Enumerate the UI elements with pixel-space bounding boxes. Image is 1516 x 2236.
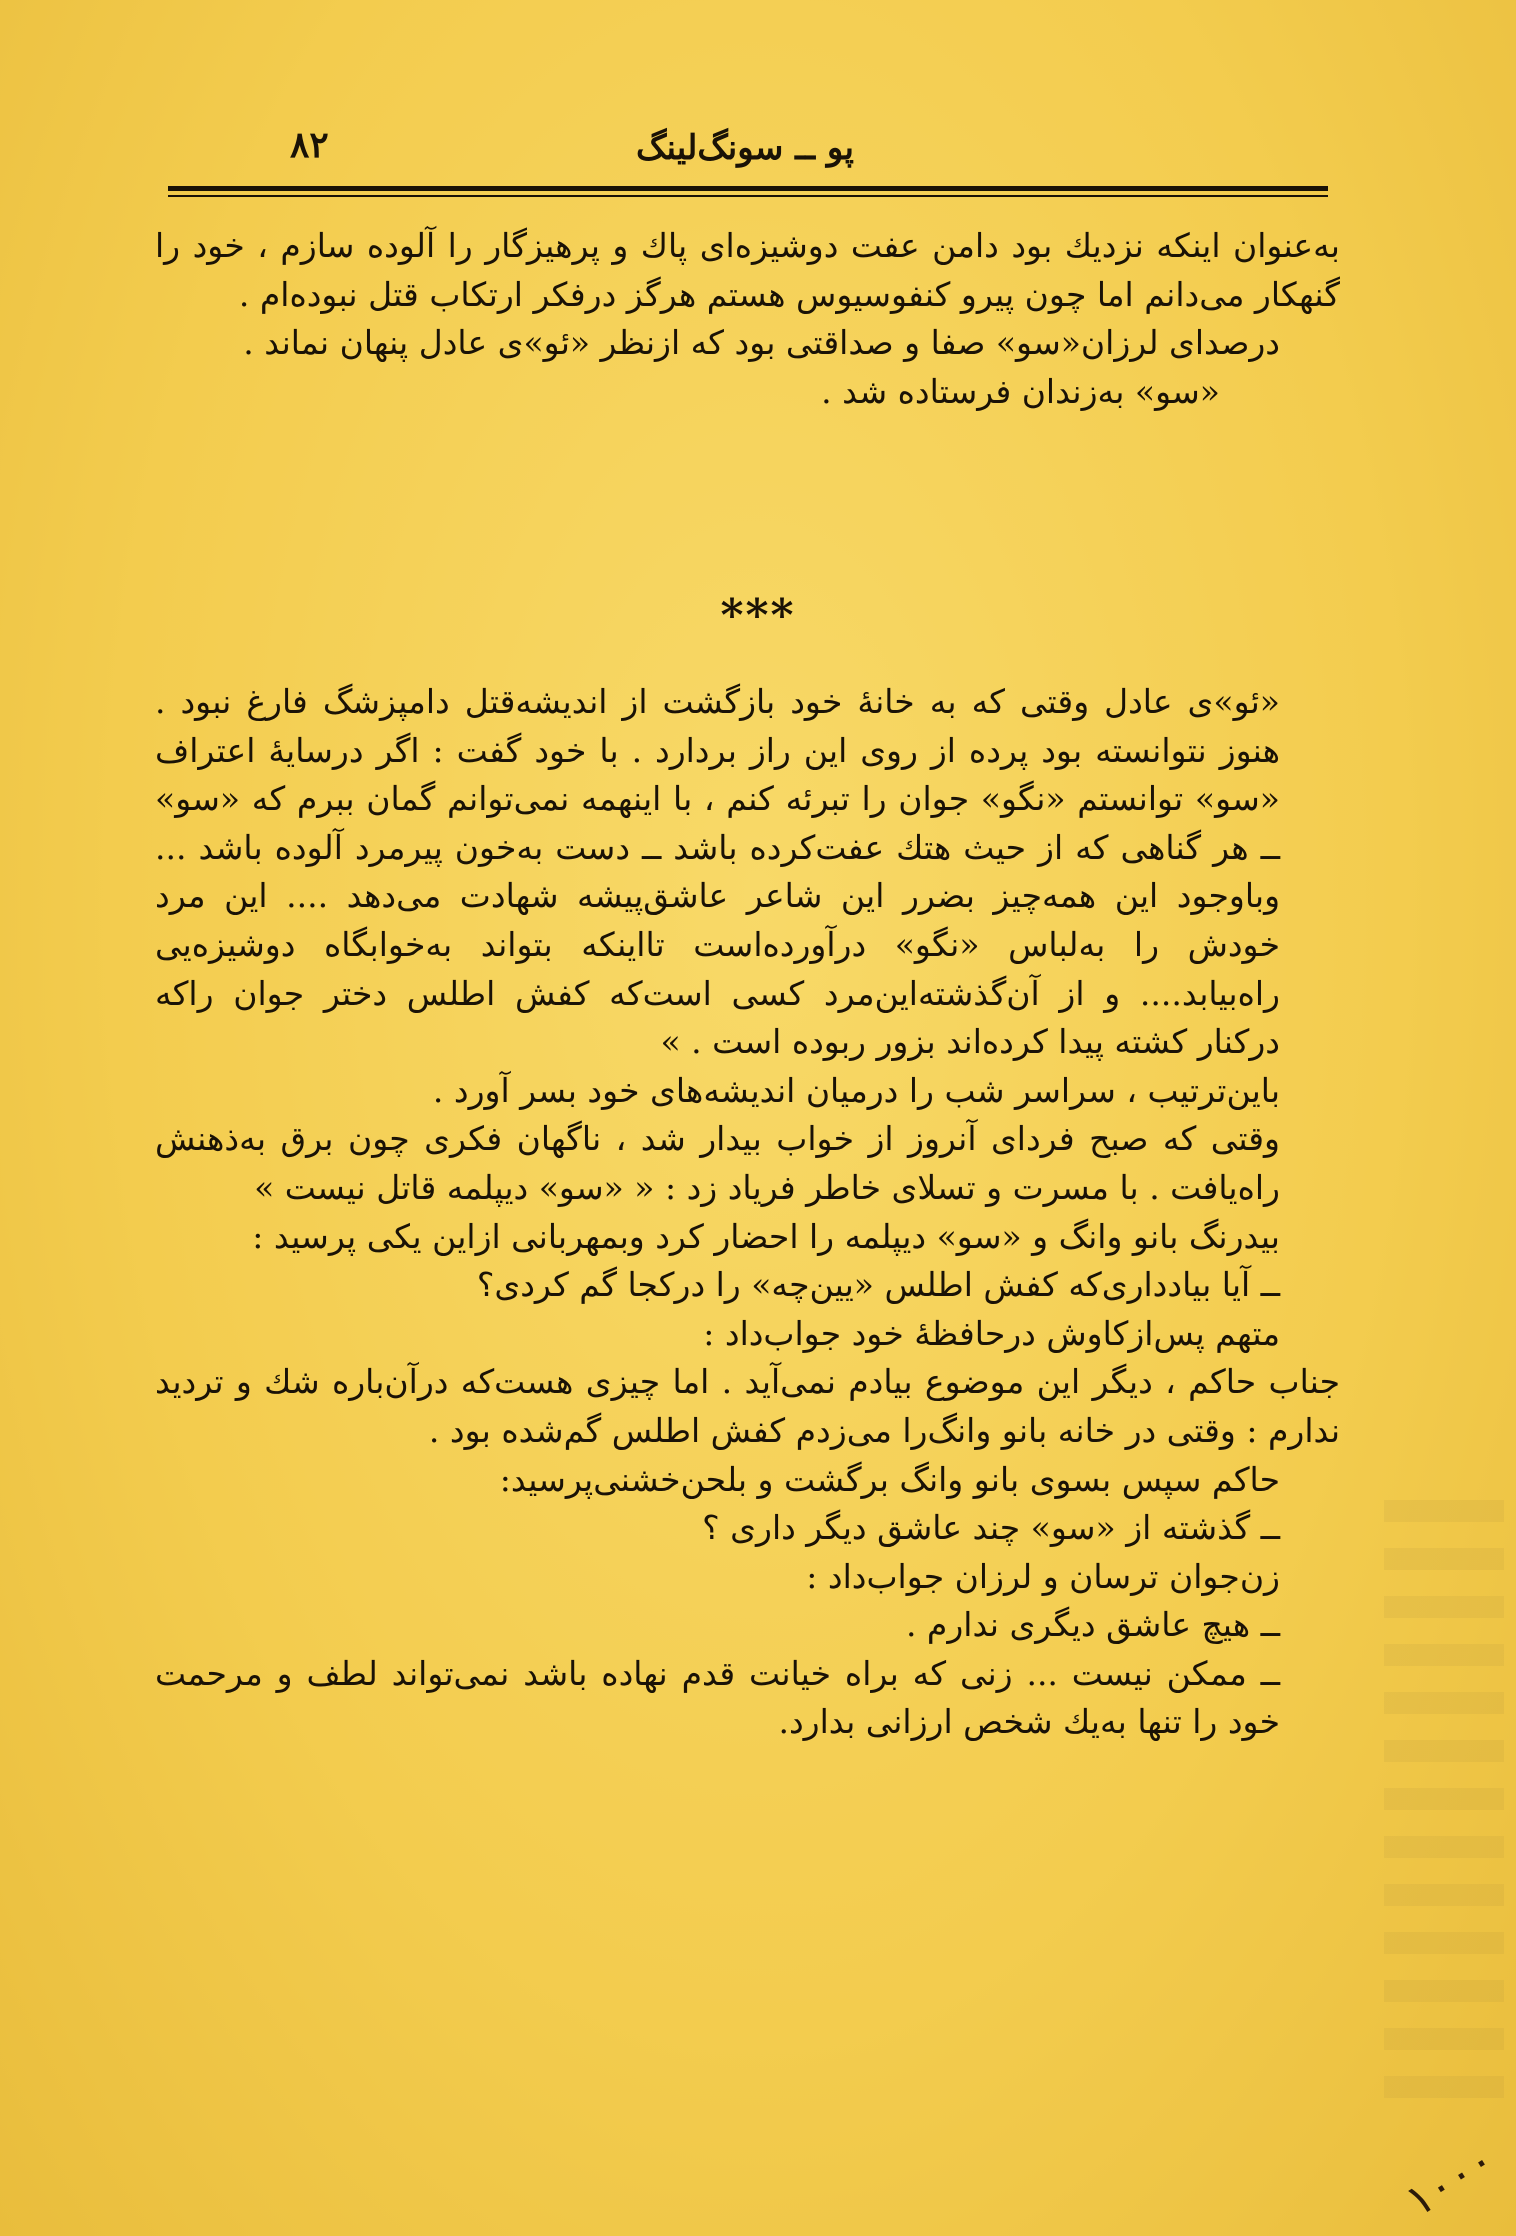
paragraph: متهم پس‌ازکاوش درحافظهٔ خود جواب‌داد :: [703, 1313, 1280, 1353]
paragraph: بیدرنگ بانو وانگ و «سو» دیپلمه را احضار کرد وبمهربانی ازاین یکی پرسید :: [252, 1216, 1280, 1256]
dialogue-line: ــ گذشته از «سو» چند عاشق دیگر داری ؟: [702, 1508, 1280, 1548]
paragraph: به‌عنوان اینکه نزدیك بود دامن عفت دوشیزه‌ای پاك و پرهیزگار را آلوده سازم ، خود را گنهکار می‌دانم اما چون پیرو کنفوسیوس هستم هرگز درفکر ارتکاب قتل نبوده‌ام .: [155, 226, 1340, 314]
section-separator: ***: [720, 590, 796, 641]
page-header: [160, 118, 1330, 178]
dialogue-line: ــ ممکن نیست ... زنی که براه خیانت قدم نهاده باشد نمی‌تواند لطف و مرحمت خود را تنها به‌یك شخص ارزانی بدارد.: [155, 1653, 1280, 1742]
paragraph: حاکم سپس بسوی بانو وانگ برگشت و بلحن‌خشنی‌پرسید:: [499, 1459, 1280, 1499]
page-number: ۸۲: [290, 124, 329, 166]
paragraph: «سو» به‌زندان فرستاده شد .: [821, 371, 1220, 411]
handwritten-note: ۱۰۰۰: [1397, 2133, 1505, 2228]
running-title: پو ــ سونگ‌لینگ: [636, 128, 854, 168]
paragraph: درصدای لرزان«سو» صفا و صداقتی بود که ازنظر «ئو»ی عادل پنهان نماند .: [243, 323, 1280, 363]
paragraph: جناب حاکم ، دیگر این موضوع بیادم نمی‌آید . اما چیزی هست‌که درآن‌باره شك و تردید ندارم : وقتی در خانه بانو وانگ‌را می‌زدم کفش اطلس گم‌شده بود .: [155, 1362, 1340, 1450]
dialogue-line: ــ هیچ عاشق دیگری ندارم .: [905, 1605, 1280, 1645]
section-2-text: [155, 678, 1340, 1747]
paragraph: باین‌ترتیب ، سراسر شب را درمیان اندیشه‌های خود بسر آورد .: [432, 1070, 1280, 1110]
bleed-through-marks: [1384, 1500, 1504, 2120]
paragraph: «ئو»ی عادل وقتی که به خانهٔ خود بازگشت از اندیشه‌قتل دامپزشگ فارغ نبود . هنوز نتوانسته بود پرده از روی این راز بردارد . با خود گفت : اگر درسایهٔ اعتراف «سو» توانستم «نگو» جوان را تبرئه کنم ، با اینهمه نمی‌توانم گمان ببرم که «سو» ــ هر گناهی که از حیث هتك عفت‌کرده باشد ــ دست به‌خون پیرمرد آلوده باشد ... وباوجود این همه‌چیز بضرر این شاعر عاشق‌پیشه شهادت می‌دهد .... این مرد خودش را به‌لباس «نگو» درآورده‌است تااینکه بتواند به‌خوابگاه دوشیزه‌یی راه‌بیابد.... و از آن‌گذشته‌این‌مرد کسی است‌که کفش اطلس دختر جوان راکه درکنار کشته پیدا کرده‌اند بزور ربوده است . »: [155, 682, 1280, 1062]
section-1-text: [155, 222, 1340, 416]
paragraph: وقتی که صبح فردای آنروز از خواب بیدار شد ، ناگهان فکری چون برق به‌ذهنش راه‌یافت . با مسرت و تسلای خاطر فریاد زد : « «سو» دیپلمه قاتل نیست »: [155, 1119, 1280, 1207]
header-rule-thin: [168, 195, 1328, 197]
paragraph: زن‌جوان ترسان و لرزان جواب‌داد :: [806, 1556, 1280, 1596]
dialogue-line: ــ آیا بیادداری‌که کفش اطلس «یین‌چه» را درکجا گم کردی؟: [476, 1265, 1280, 1305]
header-rule-thick: [168, 186, 1328, 191]
